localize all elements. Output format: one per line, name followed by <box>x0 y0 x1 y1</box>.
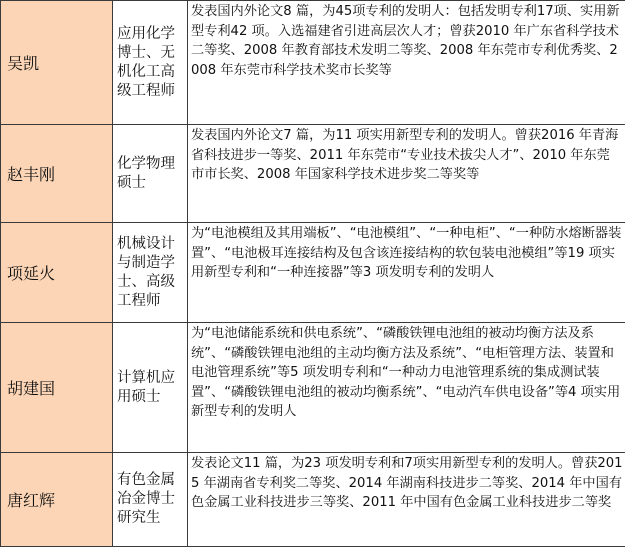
person-name: 吴凯 <box>1 1 113 125</box>
person-title: 有色金属冶金博士研究生 <box>113 453 188 547</box>
table-row <box>1 323 625 453</box>
person-name: 唐红辉 <box>1 453 113 547</box>
person-achievements: 发表国内外论文8 篇，为45项专利的发明人：包括发明专利17项、实用新型专利42 项。入选福建省引进高层次人才；曾获2010 年广东省科学技术二等奖、2008 年教育部技术发明二等奖、2008 年东莞市专利优秀奖、2008 年东莞市科学技术奖市长奖等 <box>188 1 625 125</box>
table-row <box>1 1 625 125</box>
table-row <box>1 125 625 223</box>
table-row <box>1 453 625 547</box>
person-achievements: 为“电池模组及其用端板”、“电池模组”、“一种电柜”、“一种防水熔断器装置”、“电池极耳连接结构及包含该连接结构的软包装电池模组”等19 项实用新型专利和“一种连接器”等3 项发明专利的发明人 <box>188 223 625 323</box>
person-title: 机械设计与制造学士、高级工程师 <box>113 223 188 323</box>
person-title: 应用化学博士、无机化工高级工程师 <box>113 1 188 125</box>
person-title: 化学物理硕士 <box>113 125 188 223</box>
person-achievements: 发表论文11 篇，为23 项发明专利和7项实用新型专利的发明人。曾获2015 年湖南省专利奖二等奖、2014 年湖南科技进步二等奖、2014 年中国有色金属工业科技进步三等奖、2011 年中国有色金属工业科技进步二等奖 <box>188 453 625 547</box>
person-achievements: 发表国内外论文7 篇，为11 项实用新型专利的发明人。曾获2016 年青海省科技进步一等奖、2011 年东莞市“专业技术拔尖人才”、2010 年东莞市市长奖、2008 年国家科学技术进步奖二等奖等 <box>188 125 625 223</box>
person-name: 赵丰刚 <box>1 125 113 223</box>
table-row <box>1 223 625 323</box>
person-title: 计算机应用硕士 <box>113 323 188 453</box>
person-achievements: 为“电池储能系统和供电系统”、“磷酸铁锂电池组的被动均衡方法及系统”、“磷酸铁锂电池组的主动均衡方法及系统”、“电柜管理方法、装置和电池管理系统”等5 项发明专利和“一种动力电池管理系统的集成测试装置”、“磷酸铁锂电池组的被动均衡系统”、“电动汽车供电设备”等4 项实用新型专利的发明人 <box>188 323 625 453</box>
person-name: 项延火 <box>1 223 113 323</box>
person-name: 胡建国 <box>1 323 113 453</box>
